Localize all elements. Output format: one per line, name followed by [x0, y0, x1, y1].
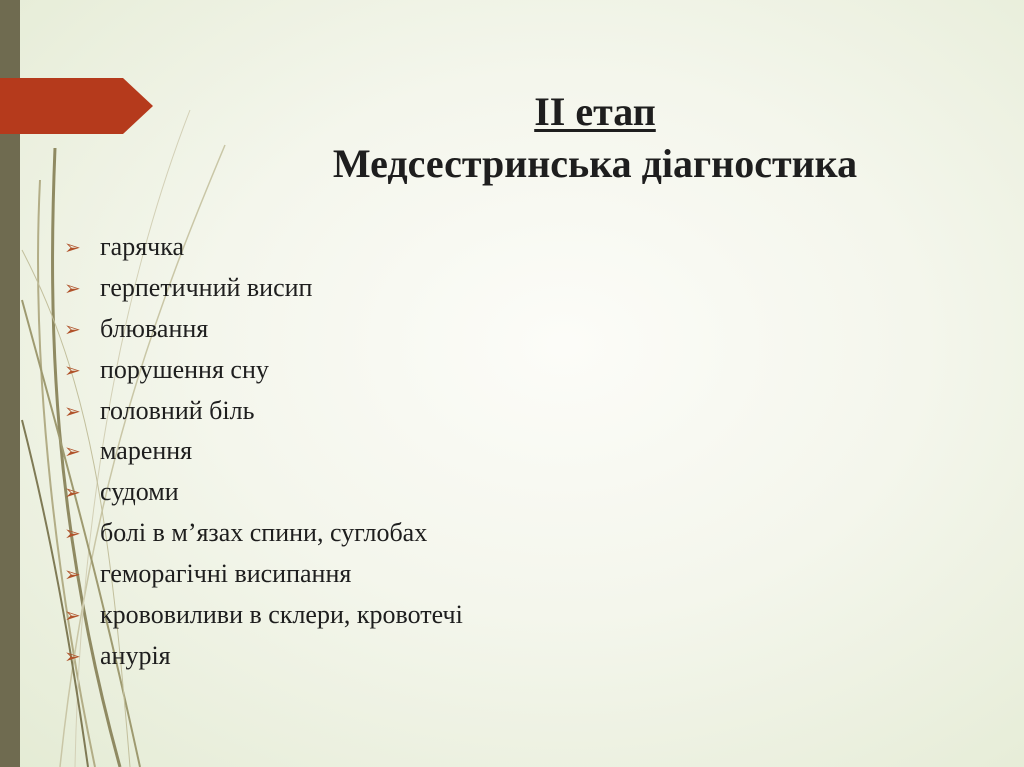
- list-item: [64, 514, 463, 555]
- list-item-text: порушення сну: [100, 354, 269, 384]
- list-item: [64, 310, 463, 351]
- list-item-text: герпетичний висип: [100, 272, 313, 302]
- list-item: [64, 269, 463, 310]
- list-item-text: головний біль: [100, 395, 255, 425]
- chevron-right-icon: ➢: [64, 275, 81, 300]
- list-item: [64, 637, 463, 678]
- list-item-text: болі в м’язах спини, суглобах: [100, 518, 428, 548]
- list-item-text: гарячка: [100, 232, 185, 261]
- diagnosis-list: [64, 228, 463, 678]
- list-item-text: крововиливи в склери, кровотечі: [100, 600, 463, 630]
- title-accent-tab: [0, 78, 153, 134]
- chevron-right-icon: ➢: [64, 480, 81, 505]
- chevron-right-icon: ➢: [64, 603, 81, 628]
- list-item: [64, 596, 463, 637]
- chevron-right-icon: ➢: [64, 235, 81, 259]
- list-item: [64, 432, 463, 473]
- list-item-text: судоми: [100, 477, 179, 507]
- title-subject: Медсестринська діагностика: [332, 141, 858, 186]
- chevron-right-icon: ➢: [64, 357, 81, 382]
- title-stage: ІІ етап: [534, 89, 656, 134]
- list-item: [64, 228, 463, 269]
- list-item: [64, 351, 463, 392]
- chevron-right-icon: ➢: [64, 562, 81, 587]
- list-item-text: анурія: [100, 640, 171, 670]
- list-item: [64, 392, 463, 433]
- chevron-right-icon: ➢: [64, 439, 81, 464]
- chevron-right-icon: ➢: [64, 643, 81, 668]
- list-item: [64, 473, 463, 514]
- chevron-right-icon: ➢: [64, 398, 81, 423]
- list-item: [64, 555, 463, 596]
- list-item-text: геморагічні висипання: [100, 559, 352, 589]
- slide-title: [200, 86, 990, 190]
- list-item-text: блювання: [100, 313, 209, 343]
- chevron-right-icon: ➢: [64, 316, 81, 341]
- chevron-right-icon: ➢: [64, 521, 81, 546]
- list-item-text: марення: [100, 436, 193, 466]
